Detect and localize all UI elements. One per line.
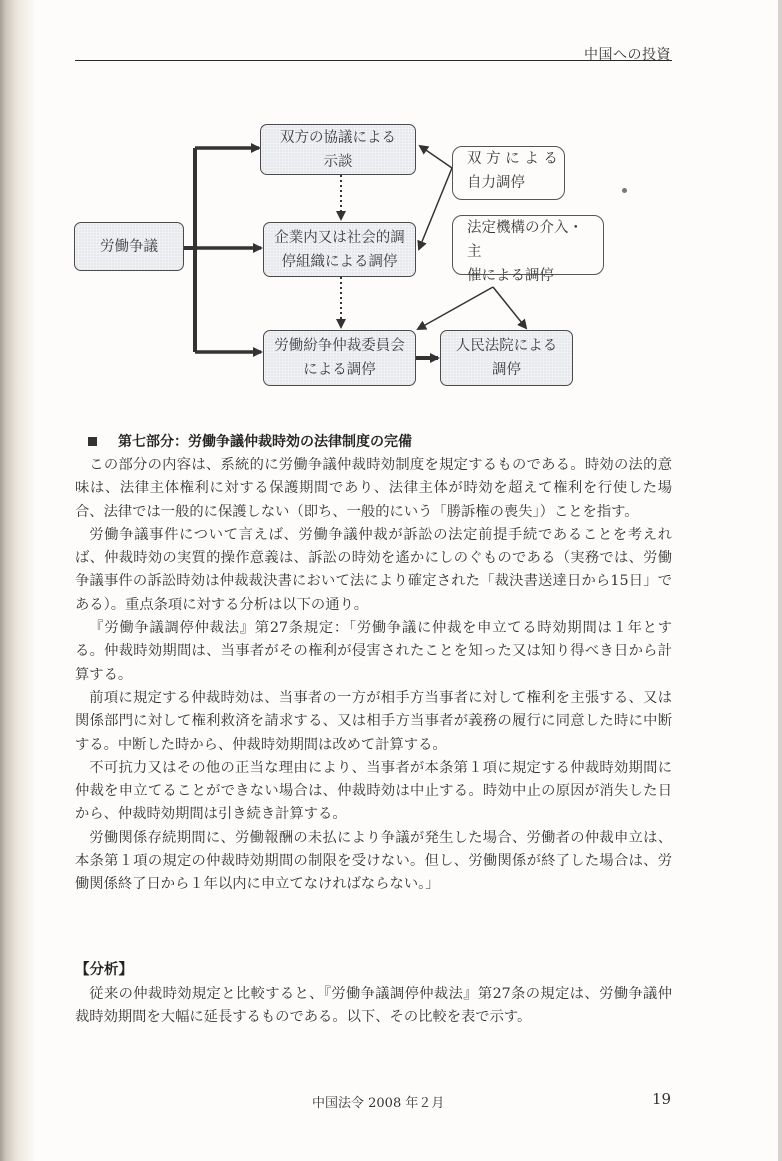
node-statutory-mediation (452, 215, 604, 284)
paragraph: 『労働争議調停仲裁法』第27条規定：「労働争議に仲裁を申立てる時効期間は１年とする。仲裁時効期間は、当事者がその権利が侵害されたことを知った又は知り得べき日から計算する。 (75, 620, 672, 683)
analysis-heading: 【分析】 (75, 962, 133, 978)
node-enterprise-mediation (263, 222, 416, 277)
node-label-line2: 自力調停 (467, 175, 525, 191)
arrow-self-to-negotiation (420, 146, 452, 168)
analysis-body (75, 983, 672, 1030)
node-label-line2: 停組織による調停 (281, 253, 398, 270)
footer-journal-name: 中国法令 2008 年２月 (312, 1096, 445, 1111)
paragraph: 労働争議事件について言えば、労働争議仲裁が訴訟の法定前提手続であることを考えれば、仲裁時効の実質的操作意義は、訴訟の時効を遙かにしのぐものである（実務では、労働争議事件の訴訟時効は仲裁裁決書において法により確定された「裁決書送達日から15日」である）。重点条項に対する分析は以下の通り。 (75, 526, 672, 613)
running-title: 中国への投資 (584, 47, 671, 63)
node-label-line2: による調停 (303, 362, 376, 378)
node-negotiation (260, 124, 416, 175)
node-label-line2: 調停 (492, 362, 521, 378)
paragraph: この部分の内容は、系統的に労働争議仲裁時効制度を規定するものである。時効の法的意味は、法律主体権利に対する保護期間であり、法律主体が時効を超えて権利を行使した場合、法律では一般的に保護しない（即ち、一般的にいう「勝訴権の喪失」）ことを指す。 (75, 457, 672, 520)
labor-dispute-flow-diagram (0, 0, 782, 400)
paragraph: 労働関係存続期間に、労働報酬の未払により争議が発生した場合、労働者の仲裁申立は、本条第１項の規定の仲裁時効期間の制限を受けない。但し、労働関係が終了した場合は、労働関係終了日から１年以内に申立てなければならない。」 (75, 829, 672, 893)
section-heading (88, 431, 412, 451)
arrow-peak-to-court (493, 287, 526, 328)
node-label-line1: 人民法院による (455, 338, 558, 354)
square-bullet-icon (88, 437, 97, 446)
node-label: 労働争議 (100, 238, 158, 255)
paragraph: 前項に規定する仲裁時効は、当事者の一方が相手方当事者に対して権利を主張する、又は関係部門に対して権利救済を請求する、又は相手方当事者が義務の履行に同意した時に中断する。中断した時から、仲裁時効期間は改めて計算する。 (75, 689, 672, 753)
trunk-connector (184, 148, 195, 352)
page-number: 19 (652, 1090, 672, 1108)
node-label-line1: 法定機構の介入・主 (467, 220, 583, 260)
section-heading-text: 第七部分：労働争議仲裁時効の法律制度の完備 (118, 434, 412, 450)
node-label-line2: 催による調停 (467, 268, 554, 284)
node-label-line1: 企業内又は社会的調 (274, 229, 405, 246)
node-self-mediation (452, 146, 565, 200)
node-label-line1: 労働紛争仲裁委員会 (274, 338, 405, 354)
node-peoples-court (440, 330, 573, 386)
paragraph: 不可抗力又はその他の正当な理由により、当事者が本条第１項に規定する仲裁時効期間に仲裁を申立てることができない場合は、仲裁時効は中止する。時効中止の原因が消失した日から、仲裁時効期間は引き続き計算する。 (75, 759, 672, 823)
arrow-peak-to-arbitration (418, 287, 493, 329)
node-label-line1: 双方の協議による (280, 129, 396, 146)
node-labor-dispute (74, 222, 184, 271)
node-label-line1: 双 方 に よ る (467, 151, 558, 167)
paragraph: 従来の仲裁時効規定と比較すると、『労働争議調停仲裁法』第27条の規定は、労働争議仲裁時効期間を大幅に延長するものである。以下、その比較を表で示す。 (75, 986, 672, 1026)
print-speck (622, 188, 627, 193)
arrow-self-to-enterprise (419, 168, 452, 249)
section-body (75, 454, 672, 897)
node-arbitration-committee (263, 330, 416, 386)
node-label-line2: 示談 (323, 153, 353, 170)
